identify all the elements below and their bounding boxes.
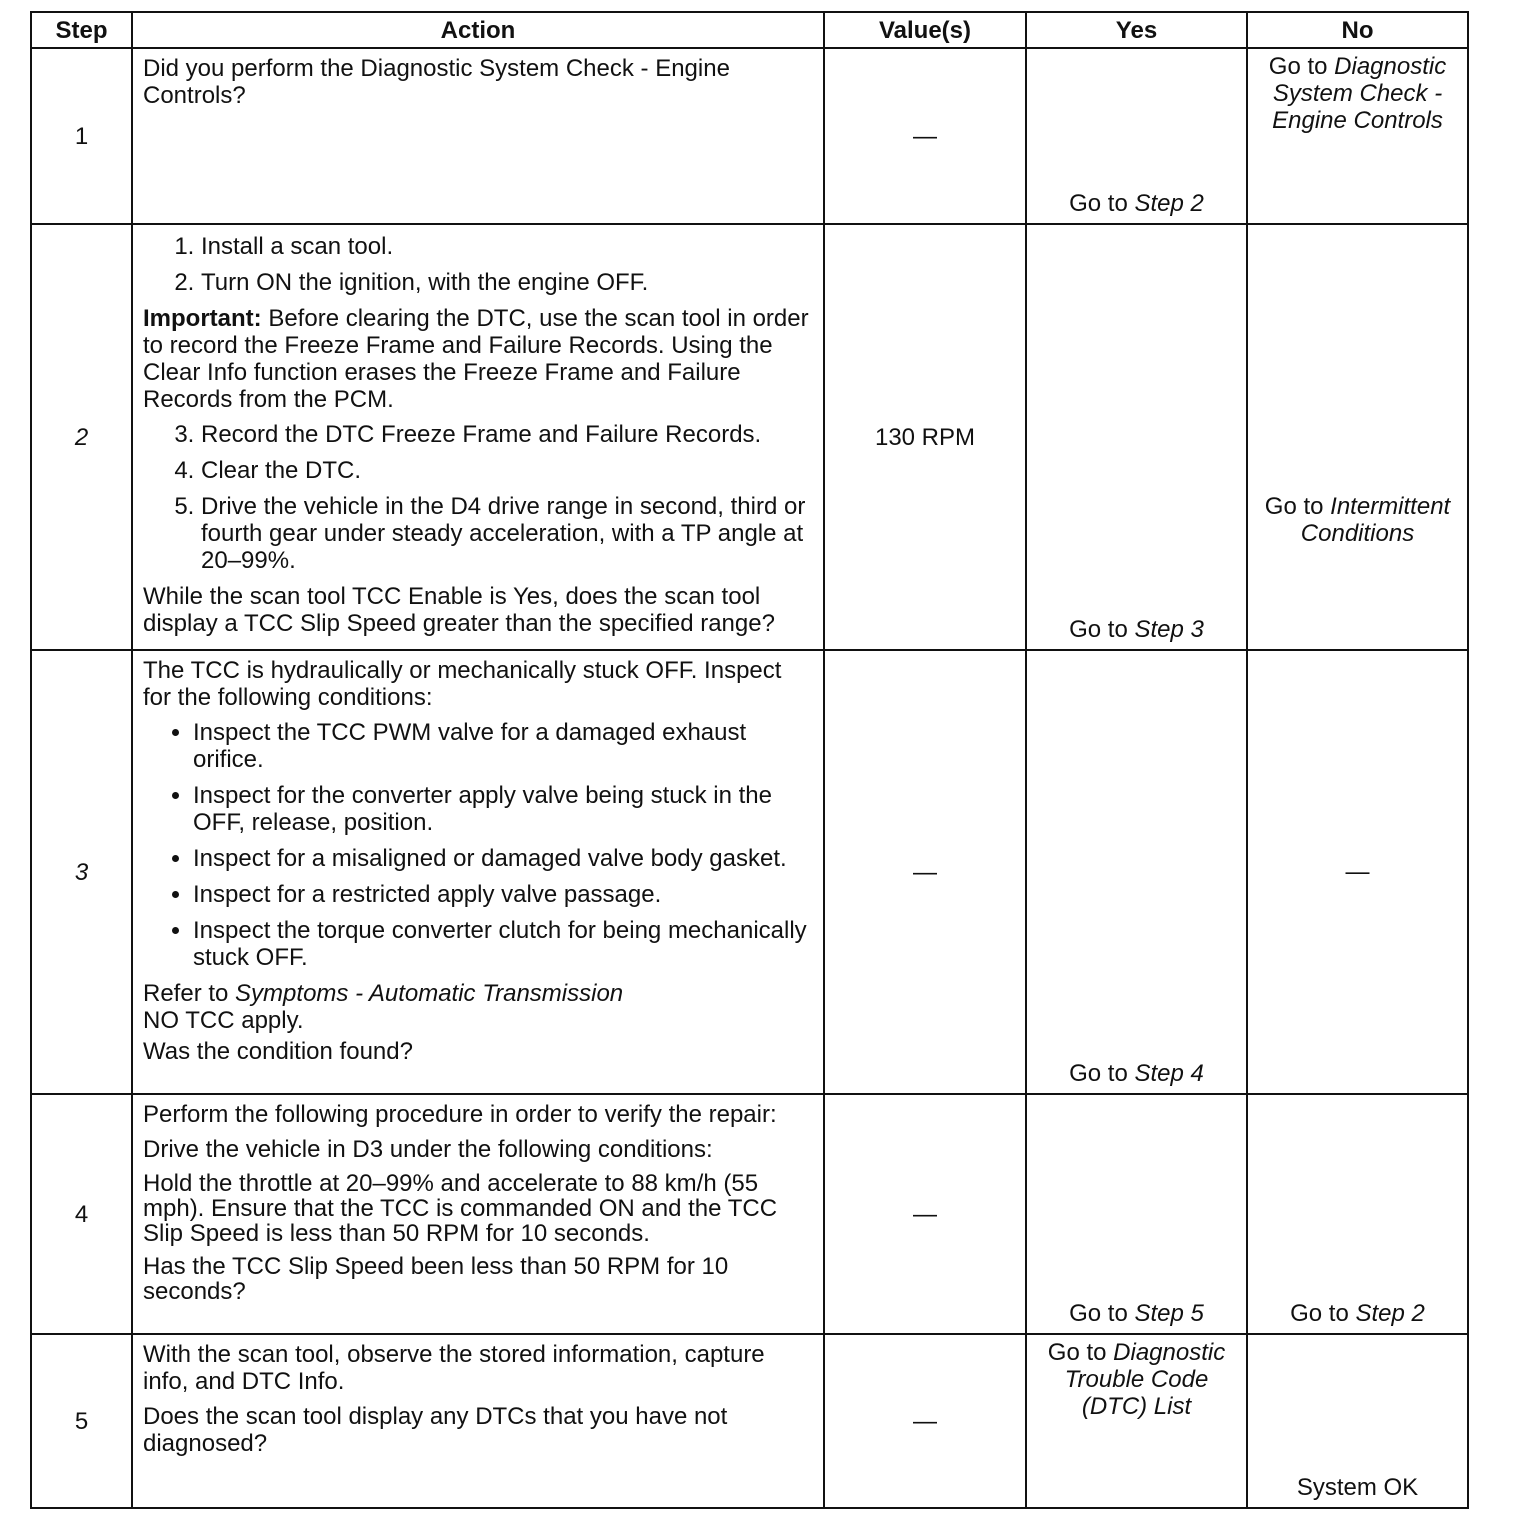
table-row-step-2: [31, 224, 1468, 650]
action-question: Does the scan tool display any DTCs that you have not diagnosed?: [143, 1403, 728, 1457]
yes-link[interactable]: Step 4: [1134, 1060, 1204, 1087]
action-question: Has the TCC Slip Speed been less than 50 RPM for 10 seconds?: [143, 1253, 729, 1305]
header-yes: Yes: [1026, 12, 1247, 48]
no-result: [1248, 1300, 1467, 1327]
list-item: • Inspect for a misaligned or damaged valve body gasket.: [193, 845, 813, 872]
action-text: Perform the following procedure in order to verify the repair:: [143, 1101, 777, 1128]
list-item: 1. Install a scan tool.: [201, 233, 813, 260]
list-item: 5. Drive the vehicle in the D4 drive range in second, third or fourth gear under steady acceleration, with a TP angle at 20–99%.: [201, 493, 813, 574]
refer-prefix: Refer to: [143, 980, 236, 1007]
list-item: • Inspect for a restricted apply valve passage.: [193, 881, 813, 908]
header-action: Action: [132, 12, 824, 48]
action-text: Did you perform the Diagnostic System Check - Engine Controls?: [143, 55, 730, 109]
list-item: • Inspect for the converter apply valve being stuck in the OFF, release, position.: [193, 782, 813, 836]
no-result: [1248, 493, 1467, 547]
yes-cell: [1026, 1094, 1247, 1334]
action-text: With the scan tool, observe the stored information, capture info, and DTC Info.: [143, 1341, 765, 1395]
step-number: 4: [31, 1094, 132, 1334]
yes-link[interactable]: Diagnostic Trouble Code (DTC) List: [1064, 1339, 1226, 1420]
important-label: Important:: [143, 305, 262, 332]
action-text: Hold the throttle at 20–99% and accelerate to 88 km/h (55 mph). Ensure that the TCC is commanded ON and the TCC Slip Speed is less than 50 RPM for 10 seconds.: [143, 1170, 778, 1247]
table-row-step-1: [31, 48, 1468, 224]
list-item: 2. Turn ON the ignition, with the engine OFF.: [201, 269, 813, 296]
list-item: 3. Record the DTC Freeze Frame and Failure Records.: [201, 421, 813, 448]
action-cell: [132, 650, 824, 1094]
yes-prefix: Go to: [1069, 616, 1135, 643]
table-row-step-3: [31, 650, 1468, 1094]
step-number: 3: [31, 650, 132, 1094]
yes-result: [1027, 1339, 1246, 1420]
action-steps-list: [143, 421, 813, 574]
important-text: Before clearing the DTC, use the scan tool in order to record the Freeze Frame and Failure Records. Using the Clear Info function erases the Freeze Frame and Failure Records from the PCM.: [143, 305, 809, 413]
value-cell: —: [824, 1334, 1026, 1508]
yes-result: [1027, 1060, 1246, 1087]
action-steps-list: [143, 233, 813, 296]
action-text: Drive the vehicle in D3 under the following conditions:: [143, 1136, 713, 1163]
step-number: 1: [31, 48, 132, 224]
yes-cell: [1026, 224, 1247, 650]
action-cell: [132, 1334, 824, 1508]
no-cell: [1247, 650, 1468, 1094]
no-link[interactable]: Diagnostic System Check - Engine Controls: [1272, 53, 1447, 134]
yes-result: [1027, 616, 1246, 643]
yes-prefix: Go to: [1069, 1060, 1135, 1087]
yes-prefix: Go to: [1069, 1300, 1135, 1327]
no-cell: [1247, 48, 1468, 224]
no-cell: [1247, 1094, 1468, 1334]
action-question: Was the condition found?: [143, 1038, 413, 1065]
refer-note: [143, 980, 813, 1034]
yes-cell: [1026, 48, 1247, 224]
table-row-step-4: [31, 1094, 1468, 1334]
value-cell: —: [824, 650, 1026, 1094]
no-prefix: Go to: [1290, 1300, 1356, 1327]
value-cell: —: [824, 1094, 1026, 1334]
list-item: 4. Clear the DTC.: [201, 457, 813, 484]
refer-suffix: NO TCC apply.: [143, 1007, 304, 1034]
no-prefix: Go to: [1268, 53, 1335, 80]
action-intro: The TCC is hydraulically or mechanically stuck OFF. Inspect for the following conditions:: [143, 657, 782, 711]
no-cell: [1247, 224, 1468, 650]
yes-link[interactable]: Step 5: [1134, 1300, 1204, 1327]
important-note: [143, 305, 813, 413]
yes-link[interactable]: Step 3: [1134, 616, 1204, 643]
no-result: —: [1345, 858, 1370, 886]
no-prefix: Go to: [1264, 493, 1331, 520]
no-result: System OK: [1296, 1474, 1419, 1501]
no-result: [1248, 53, 1467, 134]
refer-link[interactable]: Symptoms - Automatic Transmission: [235, 980, 624, 1007]
value-cell: 130 RPM: [824, 224, 1026, 650]
inspection-list: [143, 719, 813, 971]
step-number: 2: [31, 224, 132, 650]
no-link[interactable]: Intermittent Conditions: [1300, 493, 1451, 547]
header-row: [31, 12, 1468, 48]
list-item: • Inspect the TCC PWM valve for a damaged exhaust orifice.: [193, 719, 813, 773]
header-step: Step: [31, 12, 132, 48]
yes-link[interactable]: Step 2: [1134, 190, 1204, 217]
action-question: While the scan tool TCC Enable is Yes, does the scan tool display a TCC Slip Speed greater than the specified range?: [143, 583, 775, 637]
step-number: 5: [31, 1334, 132, 1508]
yes-prefix: Go to: [1047, 1339, 1114, 1366]
no-link[interactable]: Step 2: [1355, 1300, 1425, 1327]
yes-cell: [1026, 650, 1247, 1094]
action-cell: [132, 224, 824, 650]
yes-cell: [1026, 1334, 1247, 1508]
table-row-step-5: [31, 1334, 1468, 1508]
header-no: No: [1247, 12, 1468, 48]
header-values: Value(s): [824, 12, 1026, 48]
action-cell: [132, 1094, 824, 1334]
action-cell: [132, 48, 824, 224]
list-item: • Inspect the torque converter clutch for being mechanically stuck OFF.: [193, 917, 813, 971]
yes-result: [1027, 1300, 1246, 1327]
yes-prefix: Go to: [1069, 190, 1135, 217]
diagnostic-table: [30, 11, 1469, 1509]
value-cell: —: [824, 48, 1026, 224]
no-cell: [1247, 1334, 1468, 1508]
yes-result: [1027, 190, 1246, 217]
